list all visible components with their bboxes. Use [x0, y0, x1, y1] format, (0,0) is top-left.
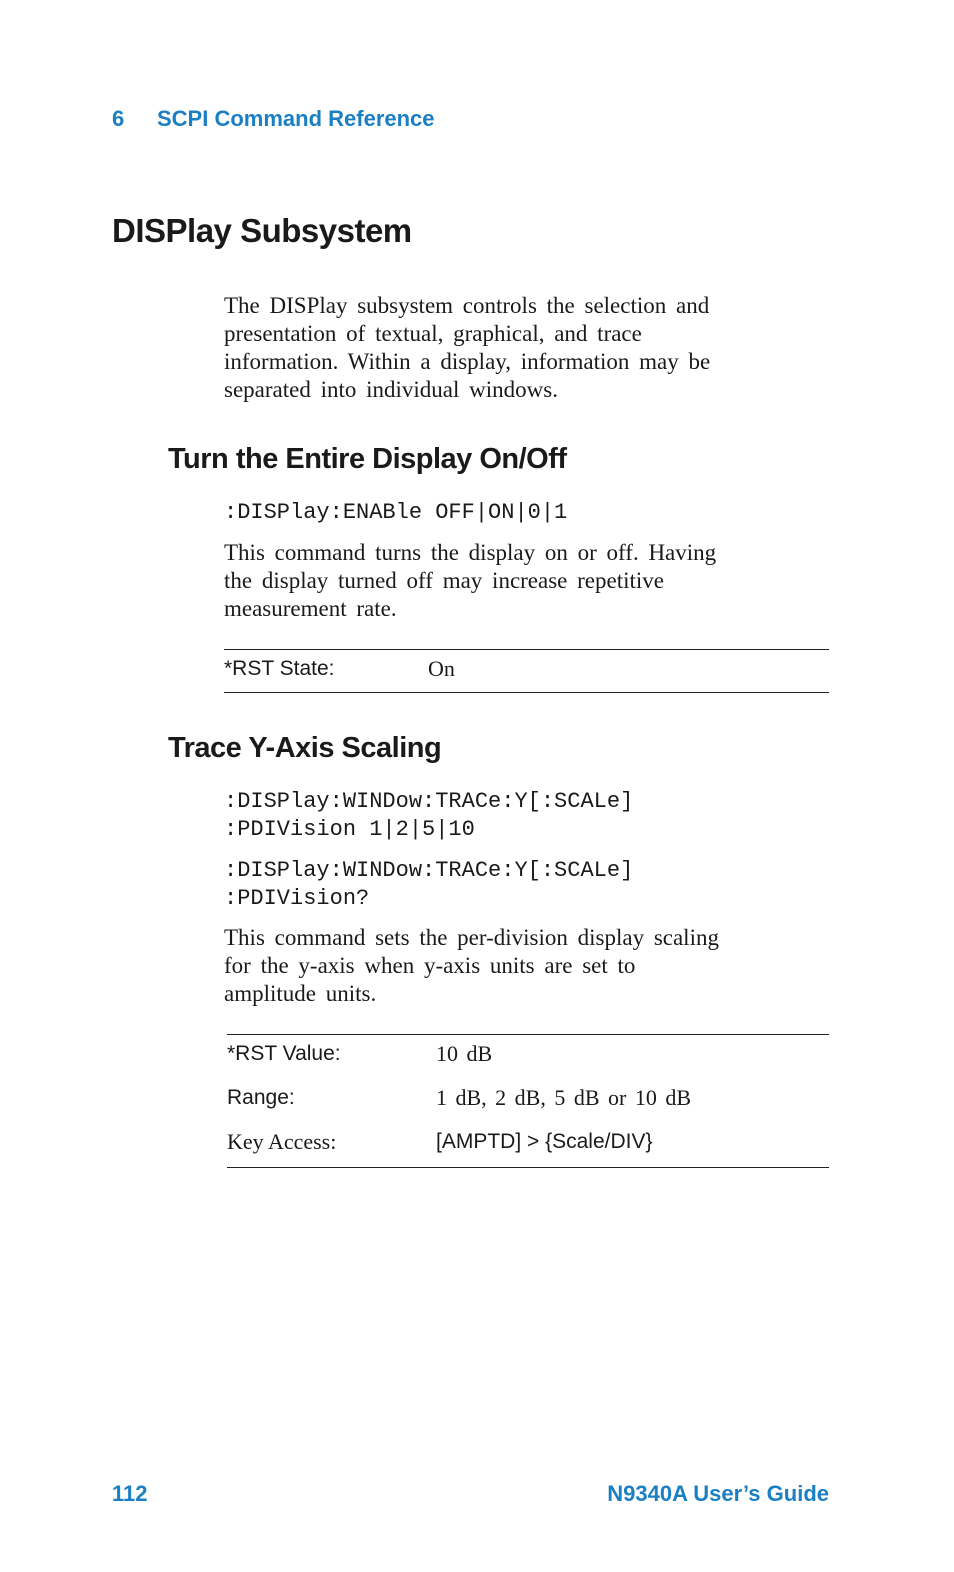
intro-line: separated into individual windows. [224, 377, 558, 402]
command-line: :PDIVision? [224, 886, 370, 911]
description-line: measurement rate. [224, 596, 397, 621]
heading-display-onoff: Turn the Entire Display On/Off [168, 443, 567, 475]
row-value: [AMPTD] > {Scale/DIV} [436, 1130, 653, 1153]
table-row [227, 1079, 829, 1123]
command-line: :DISPlay:ENABle OFF|ON|0|1 [224, 500, 568, 525]
row-value: 1 dB, 2 dB, 5 dB or 10 dB [436, 1085, 692, 1110]
row-label: *RST Value: [227, 1042, 341, 1065]
guide-title: N9340A User’s Guide [607, 1481, 829, 1506]
running-header [112, 106, 435, 132]
row-label: *RST State: [224, 657, 335, 680]
command-line: :DISPlay:WINDow:TRACe:Y[:SCALe] [224, 789, 634, 814]
table-row [227, 1123, 829, 1167]
heading-yaxis-scaling: Trace Y-Axis Scaling [168, 732, 442, 764]
command-line: :PDIVision 1|2|5|10 [224, 817, 475, 842]
row-label: Key Access: [227, 1129, 337, 1154]
command-display-enable [224, 499, 567, 527]
intro-line: The DISPlay subsystem controls the selection and [224, 293, 710, 318]
row-label: Range: [227, 1086, 295, 1109]
description-display-onoff [224, 539, 824, 623]
table-row [224, 650, 829, 692]
intro-paragraph [224, 292, 824, 404]
command-pdivision-query [224, 857, 633, 913]
description-line: This command sets the per-division display scaling [224, 925, 719, 950]
command-pdivision-set [224, 788, 633, 844]
intro-line: presentation of textual, graphical, and trace [224, 321, 642, 346]
table-display-onoff [224, 649, 829, 693]
section-title: DISPlay Subsystem [112, 212, 412, 249]
page-number: 112 [112, 1481, 148, 1506]
row-value: On [428, 656, 455, 681]
row-value: 10 dB [436, 1041, 493, 1066]
intro-line: information. Within a display, information may be [224, 349, 711, 374]
table-yaxis-scaling [227, 1034, 829, 1168]
chapter-number: 6 [112, 106, 125, 131]
description-line: amplitude units. [224, 981, 377, 1006]
description-line: This command turns the display on or off. Having [224, 540, 717, 565]
table-row [227, 1035, 829, 1079]
description-line: the display turned off may increase repetitive [224, 568, 664, 593]
chapter-title: SCPI Command Reference [157, 106, 435, 131]
description-yaxis-scaling [224, 924, 824, 1008]
description-line: for the y-axis when y-axis units are set to [224, 953, 636, 978]
command-line: :DISPlay:WINDow:TRACe:Y[:SCALe] [224, 858, 634, 883]
